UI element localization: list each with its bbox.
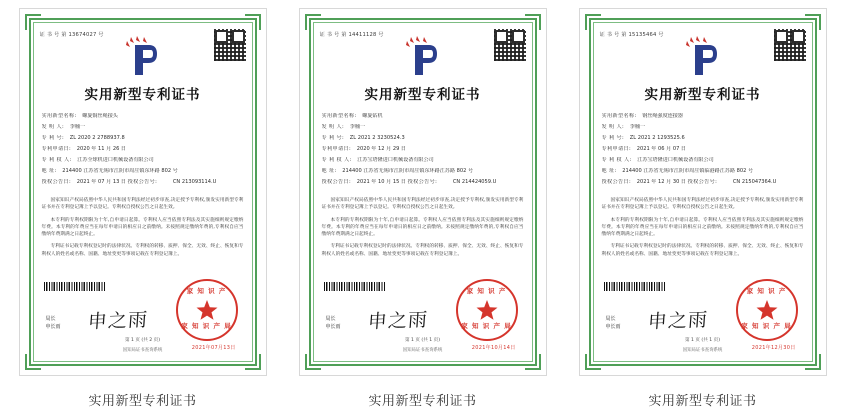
director-label: 局长 [45,316,56,322]
field-value: 214400 江苏省无锡市江阴市周庄镇东环路 802 号 [62,167,178,174]
corner-ornament-icon [25,354,41,370]
field-row [322,124,524,130]
field-label: 专 利 权 人: [41,156,72,163]
field-value: 钢丝绳强度连接器 [642,113,683,119]
field-row [42,179,244,185]
certificate-cell[interactable] [299,8,547,409]
field-label: 实用新型名称: [601,113,637,119]
field-row [42,124,244,130]
certificate-serial-number: 证 书 号 第 14411128 号 [319,32,384,38]
cnipa-logo-icon [401,35,445,77]
handwritten-signature: 申之雨 [646,308,709,334]
body-paragraph: 国家知识产权局依照中华人民共和国专利法经过初步审查,决定授予专利权,颁发实用新型专利证书并在专利登记簿上予以登记。专利权自授权公告之日起生效。 [601,198,804,211]
body-paragraph: 国家知识产权局依照中华人民共和国专利法经过初步审查,决定授予专利权,颁发实用新型专利证书并在专利登记簿上予以登记。专利权自授权公告之日起生效。 [321,198,524,211]
footer-note: 国知局证书查询系统 [122,348,163,353]
field-row [42,157,244,163]
body-paragraph: 国家知识产权局依照中华人民共和国专利法经过初步审查,决定授予专利权,颁发实用新型专利证书并在专利登记簿上予以登记。专利权自授权公告之日起生效。 [41,198,244,211]
footer-note: 国知局证书查询系统 [682,348,723,353]
director-name: 申长雨 [325,324,341,330]
field-value: 李楠一 [349,123,366,130]
field-label: 实用新型名称: [41,113,77,119]
field-value: ZL 2021 2 1293525.6 [629,134,685,141]
field-value: 螺旋钻机 [362,113,383,119]
barcode-icon [324,282,386,291]
corner-ornament-icon [245,14,261,30]
field-label: 专 利 号: [321,134,345,141]
certificate-fields [602,113,804,190]
field-label: 专 利 权 人: [321,156,352,163]
page-number: 第 1 页 (共 1 页) [404,338,441,343]
page-number: 第 1 页 (共 1 页) [684,338,721,343]
field-value: 2021 年 06 月 07 日 [636,145,687,152]
field-value: ZL 2021 2 3230524.3 [349,134,405,141]
field-value: 214400 江苏省无锡市江阴市周庄镇临港路江苏路 802 号 [622,167,754,174]
corner-ornament-icon [585,354,601,370]
field-value: 江苏全球机进口机械设备有限公司 [77,156,154,163]
field-row [42,168,244,174]
field-row [42,146,244,152]
certificate-image[interactable] [299,8,547,376]
seal-text-top: 家 知 识 产 [186,287,227,295]
corner-ornament-icon [305,354,321,370]
handwritten-signature: 申之雨 [86,308,149,334]
seal-date: 2021年07月13日 [191,345,236,351]
cnipa-logo-icon [681,35,725,77]
qr-code-icon [494,29,526,61]
certificate-serial-number: 证 书 号 第 13674027 号 [39,32,104,38]
barcode-icon [44,282,106,291]
seal-text-bottom: 家 知 识 产 局 [461,321,512,330]
body-paragraph: 本专利的专利权期限为十年,自申请日起算。专利权人应当依照专利法及其实施细则规定缴纳年费。本专利的年费应当在每年申请日的相应日之前缴纳。未按照规定缴纳年费的,专利权自应当缴纳年费期满之日起终止。 [41,217,244,238]
certificate-caption: 实用新型专利证书 [88,394,197,409]
page-number: 第 1 页 (共 2 页) [124,338,161,343]
director-name: 申长雨 [605,324,621,330]
seal-star-icon [756,299,778,321]
field-label-secondary: 授权公告号: [687,178,718,185]
seal-text-top: 家 知 识 产 [746,287,787,295]
director-label: 局长 [605,316,616,322]
official-seal-icon [176,279,238,341]
certificate-body [602,197,804,263]
field-label: 地 址: [321,167,337,174]
field-value-secondary: CN 214424059.U [452,178,497,185]
body-paragraph: 本专利的专利权期限为十年,自申请日起算。专利权人应当依照专利法及其实施细则规定缴纳年费。本专利的年费应当在每年申请日的相应日之前缴纳。未按照规定缴纳年费的,专利权自应当缴纳年费期满之日起终止。 [601,217,804,238]
certificate-title: 实用新型专利证书 [644,87,761,103]
certificate-title: 实用新型专利证书 [84,87,201,103]
field-label-secondary: 授权公告号: [407,178,438,185]
seal-text-bottom: 家 知 识 产 局 [741,321,792,330]
corner-ornament-icon [525,354,541,370]
seal-star-icon [196,299,218,321]
field-value: 2021 年 07 月 13 日 [76,178,127,185]
field-value: 2021 年 12 月 30 日 [636,178,687,185]
certificate-body [42,197,244,263]
field-value: 江苏宝塔隆进口机械设备有限公司 [637,156,714,163]
certificate-caption: 实用新型专利证书 [368,394,477,409]
seal-star-icon [476,299,498,321]
signature-labels [606,315,621,331]
seal-text-bottom: 家 知 识 产 局 [181,321,232,330]
field-row [602,146,804,152]
certificate-fields [42,113,244,190]
seal-date: 2021年10月14日 [471,345,516,351]
field-row [42,113,244,119]
signature-labels [46,315,61,331]
barcode-icon [604,282,666,291]
certificate-cell[interactable] [19,8,267,409]
field-label-secondary: 授权公告号: [127,178,158,185]
field-value: ZL 2020 2 2788937.8 [69,134,125,141]
field-row [602,157,804,163]
field-label: 授权公告日: [41,178,72,185]
certificate-image[interactable] [579,8,827,376]
field-row [602,135,804,141]
field-label: 发 明 人: [601,123,625,130]
field-label: 专利申请日: [41,145,72,152]
field-value-secondary: CN 213093114.U [172,178,217,185]
field-label: 专利申请日: [601,145,632,152]
body-paragraph: 专利证书记载专利权登记时的法律状况。专利权的转移、质押、保全、无效、终止、恢复和专利权人的姓名或名称、国籍、地址变更等事项记载在专利登记簿上。 [321,244,524,257]
corner-ornament-icon [805,354,821,370]
handwritten-signature: 申之雨 [366,308,429,334]
field-label: 专 利 号: [601,134,625,141]
field-label: 授权公告日: [601,178,632,185]
footer-note: 国知局证书查询系统 [402,348,443,353]
field-row [602,124,804,130]
field-row [322,157,524,163]
signature-labels [326,315,341,331]
director-label: 局长 [325,316,336,322]
field-row [42,135,244,141]
field-row [322,179,524,185]
certificate-image[interactable] [19,8,267,376]
director-name: 申长雨 [45,324,61,330]
field-row [602,113,804,119]
certificate-cell[interactable] [579,8,827,409]
field-label: 地 址: [601,167,617,174]
certificate-fields [322,113,524,190]
qr-code-icon [774,29,806,61]
field-value: 江苏宝塔隆进口机械设备有限公司 [357,156,434,163]
corner-ornament-icon [25,14,41,30]
seal-text-top: 家 知 识 产 [466,287,507,295]
cnipa-logo-icon [121,35,165,77]
field-value: 214400 江苏省无锡市江阴市周庄镇东环路江苏路 802 号 [342,167,474,174]
qr-code-icon [214,29,246,61]
field-label: 发 明 人: [41,123,65,130]
certificate-caption: 实用新型专利证书 [648,394,757,409]
field-label: 实用新型名称: [321,113,357,119]
official-seal-icon [456,279,518,341]
corner-ornament-icon [305,14,321,30]
field-label: 专 利 号: [41,134,65,141]
field-value: 2021 年 10 月 15 日 [356,178,407,185]
field-value: 螺旋铜丝绳接头 [82,113,118,119]
field-row [322,168,524,174]
field-value: 2020 年 11 月 26 日 [76,145,127,152]
body-paragraph: 本专利的专利权期限为十年,自申请日起算。专利权人应当依照专利法及其实施细则规定缴纳年费。本专利的年费应当在每年申请日的相应日之前缴纳。未按照规定缴纳年费的,专利权自应当缴纳年费期满之日起终止。 [321,217,524,238]
corner-ornament-icon [585,14,601,30]
certificate-title: 实用新型专利证书 [364,87,481,103]
field-row [322,113,524,119]
field-label: 授权公告日: [321,178,352,185]
field-label: 专利申请日: [321,145,352,152]
seal-date: 2021年12月30日 [751,345,796,351]
field-value: 李楠一 [629,123,646,130]
certificate-body [322,197,524,263]
body-paragraph: 专利证书记载专利权登记时的法律状况。专利权的转移、质押、保全、无效、终止、恢复和专利权人的姓名或名称、国籍、地址变更等事项记载在专利登记簿上。 [41,244,244,257]
field-label: 专 利 权 人: [601,156,632,163]
corner-ornament-icon [525,14,541,30]
corner-ornament-icon [245,354,261,370]
official-seal-icon [736,279,798,341]
corner-ornament-icon [805,14,821,30]
certificate-serial-number: 证 书 号 第 15135464 号 [599,32,664,38]
field-row [322,135,524,141]
field-label: 地 址: [41,167,57,174]
field-row [602,168,804,174]
field-row [322,146,524,152]
field-row [602,179,804,185]
field-value: 李楠一 [69,123,86,130]
field-label: 发 明 人: [321,123,345,130]
field-value-secondary: CN 215047364.U [732,178,777,185]
field-value: 2020 年 12 月 29 日 [356,145,407,152]
body-paragraph: 专利证书记载专利权登记时的法律状况。专利权的转移、质押、保全、无效、终止、恢复和专利权人的姓名或名称、国籍、地址变更等事项记载在专利登记簿上。 [601,244,804,257]
